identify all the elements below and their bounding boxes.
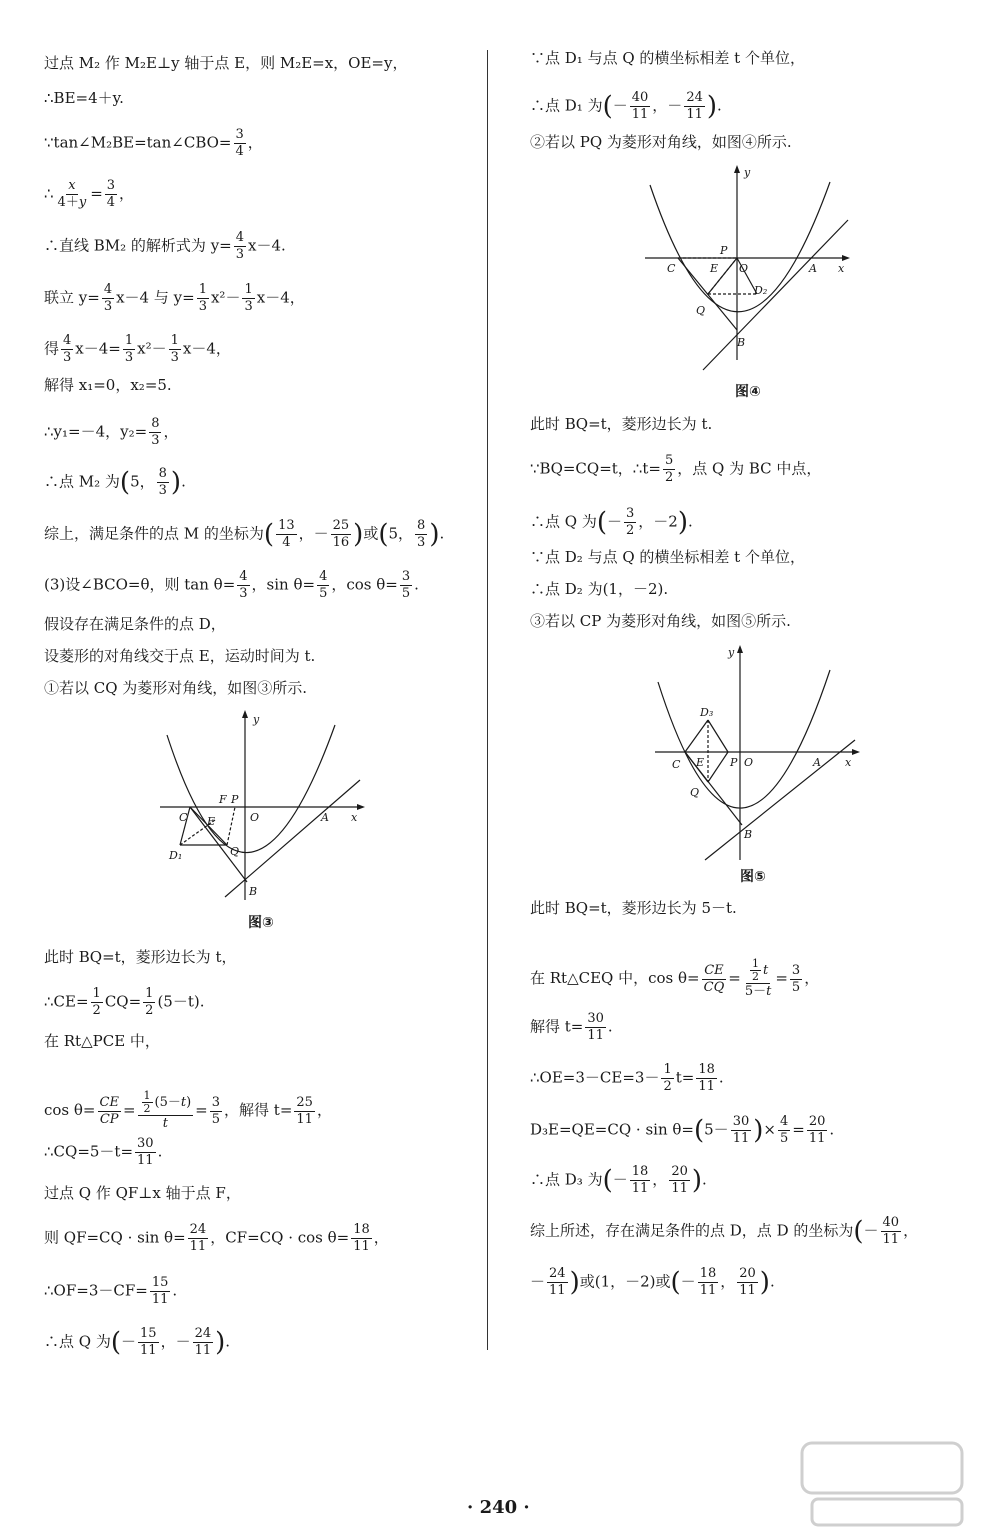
text-line: (3)设∠BCO=θ，则 tan θ= $\frac{4}{3}$ ，sin θ= $\frac{4}{5}$ ，cos θ= $\frac{3}{5}$ . [44,569,419,601]
figure-5 [650,640,865,862]
watermark-logo [792,1435,977,1530]
label-y: y [744,166,751,179]
label-x: x [845,756,852,769]
text-line: 此时 BQ=t，菱形边长为 t. [530,415,713,433]
text-line: 假设存在满足条件的点 D， [44,615,226,633]
text-line: ∴OF=3－CF= $\frac{15}{11}$ . [44,1275,178,1307]
label-C: C [667,262,676,275]
label-E: E [207,815,216,828]
label-Q: Q [696,304,706,317]
text-line: 在 Rt△PCE 中， [44,1032,160,1050]
text-line: ③若以 CP 为菱形对角线，如图⑤所示. [530,612,791,630]
text-line: ∴点 Q 为(－ $\frac{15}{11}$ ，－ $\frac{24}{11}$ ). [44,1326,231,1358]
text-line: 解得 t= $\frac{30}{11}$ . [530,1011,613,1043]
label-P: P [720,244,728,257]
label-B: B [737,336,746,349]
text-line: ∴ $\frac{x}{4+y}$ = $\frac{3}{4}$ ， [44,178,135,210]
text-line: ∴点 D₃ 为(－ $\frac{18}{11}$ ， $\frac{20}{11}$ ). [530,1164,707,1196]
text-line: ∴点 Q 为(－ $\frac{3}{2}$ ，－2). [530,506,693,538]
text-line: 过点 Q 作 QF⊥x 轴于点 F， [44,1184,241,1202]
text-line: 设菱形的对角线交于点 E，运动时间为 t. [44,647,316,665]
label-A: A [321,811,329,824]
label-E: E [710,262,719,275]
label-P: P [730,756,738,769]
label-y: y [728,646,735,659]
label-A: A [809,262,817,275]
label-x: x [351,811,358,824]
text-line: ∴CQ=5－t= $\frac{30}{11}$ . [44,1136,163,1168]
label-A: A [813,756,821,769]
text-line: ②若以 PQ 为菱形对角线，如图④所示. [530,133,792,151]
column-divider [487,50,488,1350]
figure-3-caption: 图③ [248,915,274,931]
text-line: 综上所述，存在满足条件的点 D，点 D 的坐标为(－ $\frac{40}{11}$ ， [530,1215,919,1247]
label-F: F [219,793,227,806]
text-line: cos θ= $\frac{CE}{CP}$ = $\frac{1}{2}$ (5－t) t = $\frac{3}{5}$ ，解得 t= $\frac{25}{11}$ ， [44,1089,332,1131]
label-Q: Q [230,845,240,858]
text-line: 得 $\frac{4}{3}$ x－4= $\frac{1}{3}$ x²－ $\frac{1}{3}$ x－4， [44,333,231,365]
text-line: ∴OE=3－CE=3－ $\frac{1}{2}$ t= $\frac{18}{11}$ . [530,1062,724,1094]
figure-5-caption: 图⑤ [740,869,766,885]
label-O: O [739,262,749,275]
label-D1: D₁ [169,849,183,862]
text-line: ∴CE= $\frac{1}{2}$ CQ= $\frac{1}{2}$ (5－t). [44,986,205,1018]
label-Q: Q [690,786,700,799]
text-line: ①若以 CQ 为菱形对角线，如图③所示. [44,679,308,697]
text-line: ∵点 D₂ 与点 Q 的横坐标相差 t 个单位， [530,548,805,566]
text-line: － $\frac{24}{11}$ )或(1，－2)或(－ $\frac{18}{11}$ ， $\frac{20}{11}$ ). [530,1266,775,1298]
text-line: ∴BE=4＋y. [44,89,124,107]
text-line: ∴y₁=－4，y₂= $\frac{8}{3}$ ， [44,416,179,448]
label-B: B [744,828,753,841]
text-line: ∴直线 BM₂ 的解析式为 y= $\frac{4}{3}$ x－4. [44,230,286,262]
label-C: C [672,758,681,771]
text-line: 综上，满足条件的点 M 的坐标为( $\frac{13}{4}$ ，－ $\frac{25}{16}$ )或(5， $\frac{8}{3}$ ). [44,518,445,550]
text-line: ∴点 D₂ 为(1，－2). [530,580,669,598]
text-line: 此时 BQ=t，菱形边长为 t， [44,948,237,966]
text-line: 则 QF=CQ · sin θ= $\frac{24}{11}$ ，CF=CQ · cos θ= $\frac{18}{11}$ ， [44,1222,389,1254]
text-line: 此时 BQ=t，菱形边长为 5－t. [530,899,737,917]
text-line: 过点 M₂ 作 M₂E⊥y 轴于点 E，则 M₂E=x，OE=y， [44,54,408,72]
text-line: 在 Rt△CEQ 中，cos θ= $\frac{CE}{CQ}$ = $\frac{1}{2}$ t 5－t = $\frac{3}{5}$ ， [530,957,820,999]
text-line: D₃E=QE=CQ · sin θ=(5－ $\frac{30}{11}$ )× $\frac{4}{5}$ = $\frac{20}{11}$ . [530,1114,835,1146]
label-P: P [231,793,239,806]
label-E: E [696,756,705,769]
label-D2: D₂ [754,284,768,297]
page-number: · 240 · [467,1497,530,1518]
text-line: ∴点 D₁ 为(－ $\frac{40}{11}$ ，－ $\frac{24}{11}$ ). [530,90,722,122]
text-line: 解得 x₁=0，x₂=5. [44,376,172,394]
label-C: C [179,811,188,824]
text-line: ∵点 D₁ 与点 Q 的横坐标相差 t 个单位， [530,49,805,67]
label-O: O [744,756,754,769]
label-D3: D₃ [700,706,714,719]
label-O: O [250,811,260,824]
text-line: 联立 y= $\frac{4}{3}$ x－4 与 y= $\frac{1}{3}$ x²－ $\frac{1}{3}$ x－4， [44,282,305,314]
text-line: ∴点 M₂ 为(5， $\frac{8}{3}$ ). [44,466,186,498]
label-y: y [253,713,260,726]
label-B: B [249,885,258,898]
figure-4 [640,160,855,380]
text-line: ∵tan∠M₂BE=tan∠CBO= $\frac{3}{4}$ ， [44,127,263,159]
label-x: x [838,262,845,275]
figure-3 [155,705,370,905]
text-line: ∵BQ=CQ=t，∴t= $\frac{5}{2}$ ，点 Q 为 BC 中点， [530,453,822,485]
figure-4-caption: 图④ [735,384,761,400]
